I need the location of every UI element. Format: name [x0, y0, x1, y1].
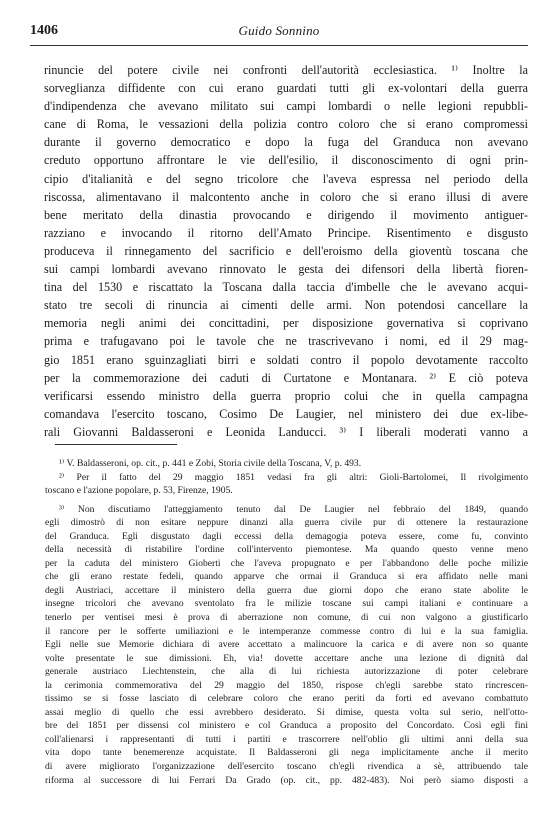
footnote-line: bre del 1851 per dissensi col ministero e col Granduca a proposito del Concordato. Così egli finì — [45, 720, 528, 732]
footnotes — [45, 457, 528, 787]
footnote-line: volte presentate le sue dimissioni. Eh, via! dovette accettare anche una lezione di dignità dal — [45, 652, 528, 664]
footnote-line: il rancore per le sofferte umiliazioni e le intemperanze commesse contro di lui e la sua famiglia. — [45, 625, 528, 637]
text-line: per la commemorazione dei caduti di Curtatone e Montanara. ²⁾ E ciò poteva — [44, 370, 528, 385]
text-line: durante il governo democratico e dopo la fuga del Granduca non avevano — [44, 135, 528, 150]
footnote-line: coll'alienarsi i rappresentanti di tutti i partiti e trascorrere nell'oblio gli ultimi anni della sua — [45, 733, 528, 745]
footnote-line: tissimo se si fosse lasciato di celebrare coloro che erano periti da forti ed avevano combattuto — [45, 693, 528, 705]
footnote-line: egli dimostrò di non esitare neppure dinanzi alla guerra civile pur di ottenere la restaurazione — [45, 517, 528, 529]
text-line: bene meritato della dinastia provocando e dirigendo il movimento antiguer- — [44, 207, 528, 222]
footnote-line: vita dopo tante benemerenze acquistate. Il Baldasseroni gli nega implicitamente anche il merito — [45, 747, 528, 759]
text-line: produceva il rinnegamento del sacrificio e dell'eroismo della gioventù toscana che — [44, 243, 528, 258]
text-line: riscossa, alimentavano il malcontento anche in coloro che si erano illusi di avere — [44, 189, 528, 204]
footnote-line: Egli nelle sue Memorie dichiara di avere accettato a malincuore la carica e di avere non so quante — [45, 639, 528, 651]
text-line: cane di Roma, le vessazioni della polizia contro coloro che si erano compromessi — [44, 117, 528, 132]
text-line: comandava l'esercito toscano, Cosimo De Laugier, nel ministero dei due ex-libe- — [44, 406, 528, 421]
footnote-line: la cerimonia commemorativa del 29 maggio del 1850, rispose ch'egli sarebbe stato rincrescen- — [45, 679, 528, 691]
text-line: sui campi lombardi avevano rinnovato le gesta dei difensori della libertà fioren- — [44, 262, 528, 277]
footnote-line: assai meglio di quello che essi avrebbero desiderato. Si dimise, questa volta sul serio, nell'otto- — [45, 706, 528, 718]
footnote-line: per la caduta del ministero Gioberti che l'aveva propugnato e per l'abbandono delle poche milizie — [45, 557, 528, 569]
text-line: memoria negli animi dei concittadini, per disposizione governativa si coprivano — [44, 316, 528, 331]
text-line: tina del 1530 e riscattato la Toscana dalla taccia d'imbelle che le avevano acqui- — [44, 280, 528, 295]
footnote-line: ³⁾ Non discutiamo l'atteggiamento tenuto dal De Laugier nel febbraio del 1849, quando — [59, 503, 528, 515]
text-line: cipio d'italianità e del segno tricolore che l'aveva espressa nel periodo della — [44, 171, 528, 186]
running-head: Guido Sonnino — [238, 23, 320, 38]
text-line: stato tre secoli di rinuncia ai cimenti delle armi. Non potendosi cancellare la — [44, 298, 528, 313]
text-line: verificarsi essendo ministro della guerra proprio colui che in quella campagna — [44, 388, 528, 403]
text-line: gio 1851 erano sguinzagliati birri e soldati contro il popolo devotamente raccolto — [44, 352, 528, 367]
main-text — [44, 61, 528, 441]
page-header — [30, 23, 528, 43]
footnote-line: insegne tricolori che avevano sventolato fra le milizie toscane sui campi italiani e continuare a — [45, 598, 528, 610]
text-line: razziano e invocando il ritorno dell'Amato Principe. Risentimento e disgusto — [44, 225, 528, 240]
footnote-line: ¹⁾ V. Baldasseroni, op. cit., p. 441 e Zobi, Storia civile della Toscana, V, p. 493. — [59, 458, 362, 469]
footnote-line: generale austriaco Liechtenstein, che alla di lui richiesta autorizzazione di poter celebrare — [45, 666, 528, 678]
footnote-line: del Granduca. Egli disgustato dagli eccessi della demagogia poteva essere, come fu, convinto — [45, 530, 528, 542]
footnote-line: della necessità di ristabilire l'ordine coll'intervento piemontese. Ma quando questo venne meno — [45, 544, 528, 556]
footnote-line: riforma al successore di lui Ferrari Da Grado (op. cit., pp. 482-483). Noi però siamo disposti a — [45, 774, 528, 786]
text-line: rinuncie del potere civile nei confronti dell'autorità ecclesiastica. ¹⁾ Inoltre la — [44, 63, 528, 77]
text-line: creduto opportuno affrontare le vie dell'esilio, il disconoscimento di ogni prin- — [44, 153, 528, 168]
footnote-line: degli Austriaci, accettare il ministero della guerra due giorni dopo che erano state abolite le — [45, 584, 528, 596]
footnote-line: tenerlo per ventisei mesi è prova di aberrazione non comune, di cui non valgono a giustificarlo — [45, 612, 528, 624]
text-line: sorveglianza diffidente con cui erano guardati tutti gli ex-volontari della guerra — [44, 81, 528, 96]
footnote-line: ²⁾ Per il fatto del 29 maggio 1851 vedasi fra gli altri: Gioli-Bartolomei, Il rivolgimento — [59, 471, 528, 483]
text-line: d'indipendenza che avevano militato sui campi lombardi o nelle legioni repubbli- — [44, 99, 528, 114]
page-number: 1406 — [30, 23, 58, 38]
footnote-line: toscano e l'azione popolare, p. 53, Firenze, 1905. — [45, 485, 233, 497]
footnote-line: che gli erano restate fedeli, quando apparve che ormai il Granduca si era affidato nelle mani — [45, 571, 528, 583]
footnote-line: di avere migliorato l'organizzazione dell'esercito toscano ch'egli rivendica a sè, attribuendo tale — [45, 761, 528, 773]
header-rule — [30, 45, 528, 46]
footnote-rule — [55, 444, 177, 445]
text-line: rali Giovanni Baldasseroni e Leonida Landucci. ³⁾ I liberali moderati vanno a — [44, 424, 528, 439]
text-line: prima e trafugavano poi le tavole che ne trascrivevano i nomi, ed il 29 mag- — [44, 334, 528, 349]
